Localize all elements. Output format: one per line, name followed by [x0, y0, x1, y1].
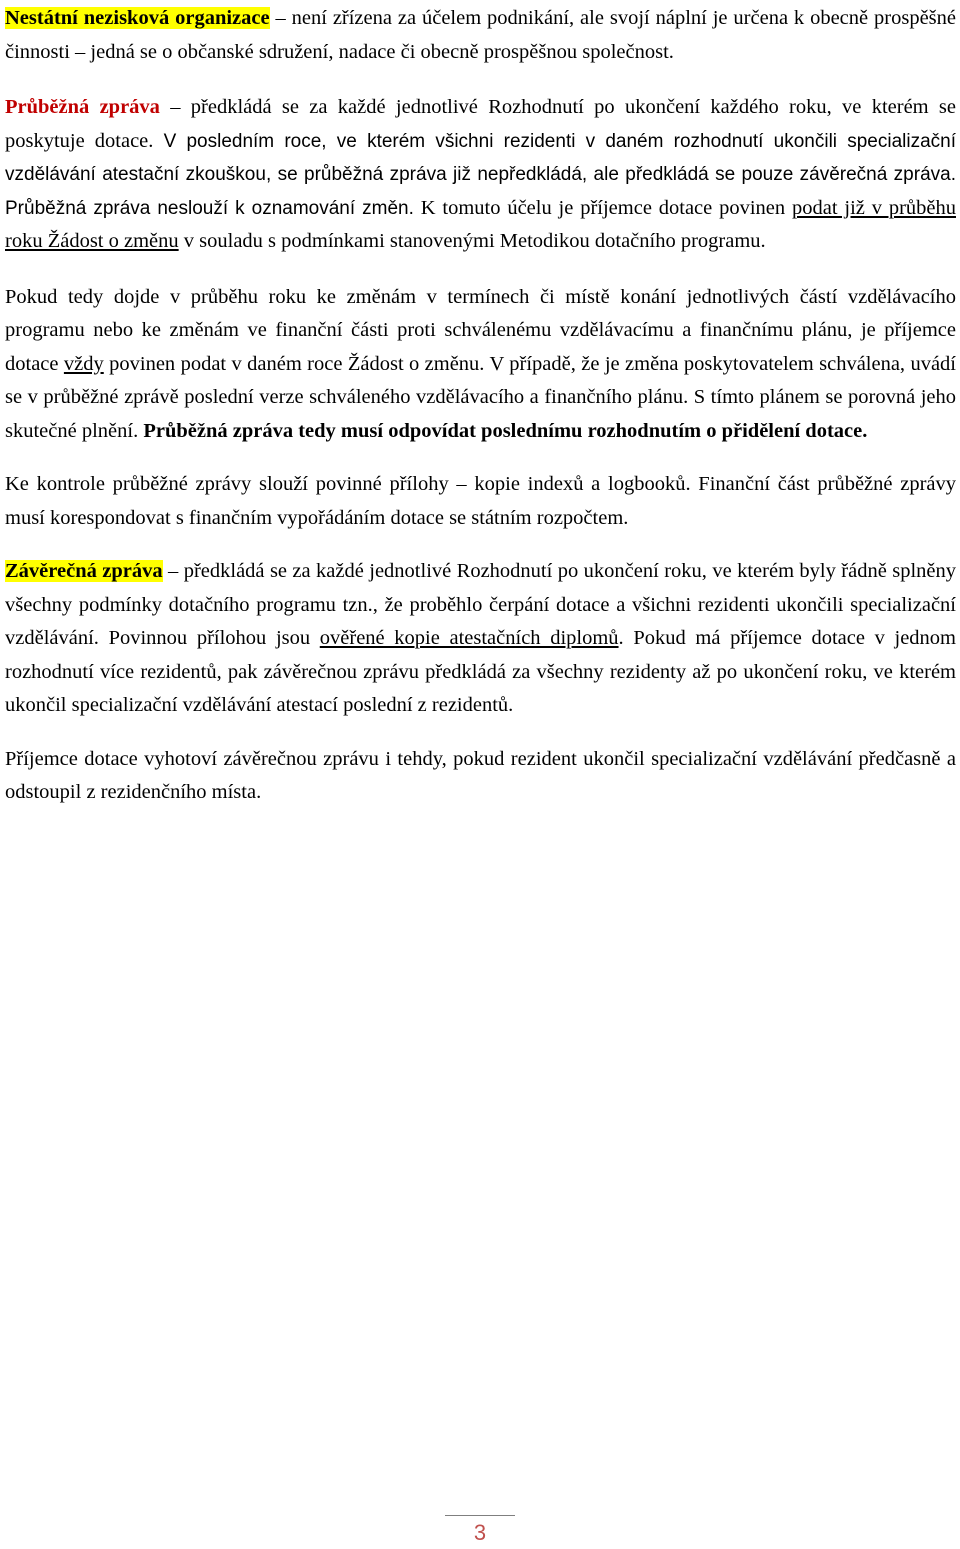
paragraph-prubezna-zprava: [5, 91, 956, 259]
paragraph-text: – předkládá se za každé jednotlivé Rozhodnutí po ukončení roku, ve kterém byly řádně splněny všechny podmínky dotačního programu tzn., že proběhlo čerpání dotace a všichni rezidenti ukončili specializační vzdělávání. Povinnou přílohou jsou: [5, 560, 956, 649]
paragraph-predcasne-ukonceni: [5, 743, 956, 810]
paragraph-text: – předkládá se za každé jednotlivé Rozhodnutí po ukončení každého roku, ve kterém se poskytuje dotace.: [5, 96, 956, 152]
bold-statement: Průběžná zpráva tedy musí odpovídat poslednímu rozhodnutím o přidělení dotace.: [143, 419, 868, 442]
paragraph-text: povinen podat v daném roce Žádost o změnu. V případě, že je změna poskytovatelem schválena, uvádí se v průběžné zprávě poslední verze schváleného vzdělávacího a finančního plánu. S tímto plánem se porovná jeho skutečné plnění.: [5, 352, 956, 442]
underlined-text: podat již v průběhu roku Žádost o změnu: [5, 196, 956, 252]
paragraph-text: Pokud tedy dojde v průběhu roku ke změnám v termínech či místě konání jednotlivých částí vzdělávacího programu nebo ke změnám ve finanční části proti schválenému vzdělávacímu a finančnímu plánu, je příjemce dotace: [5, 285, 956, 375]
paragraph-nno-definition: [5, 2, 956, 69]
footer-rule: [445, 1515, 515, 1516]
paragraph-zaverecna-zprava: [5, 555, 956, 723]
paragraph-text: v souladu s podmínkami stanovenými Metodikou dotačního programu.: [178, 230, 766, 252]
term-nestatni-nezisková-organizace: Nestátní nezisková organizace: [5, 7, 270, 29]
paragraph-kontrola: [5, 468, 956, 535]
term-prubezna-zprava: Průběžná zpráva: [5, 96, 160, 118]
underlined-text: ověřené kopie atestačních diplomů: [319, 627, 619, 649]
paragraph-text: Ke kontrole průběžné zprávy slouží povinné přílohy – kopie indexů a logbooků. Finanční část průběžné zprávy musí korespondovat s finančním vypořádáním dotace se státním rozpočtem.: [5, 473, 956, 529]
paragraph-text: K tomuto účelu je příjemce dotace povinen: [413, 196, 792, 219]
paragraph-text: Příjemce dotace vyhotoví závěrečnou zprávu i tehdy, pokud rezident ukončil specializační vzdělávání předčasně a odstoupil z rezidenčního místa.: [5, 747, 956, 803]
paragraph-text: . Pokud má příjemce dotace v jednom rozhodnutí více rezidentů, pak závěrečnou zprávu předkládá za všechny rezidenty až po ukončení roku, ve kterém ukončil specializační vzdělávání atestací poslední z rezidentů.: [5, 627, 956, 716]
term-zaverecna-zprava: Závěrečná zpráva: [5, 560, 163, 582]
paragraph-text-sans: V posledním roce, ve kterém všichni rezidenti v daném rozhodnutí ukončili specializační vzdělávání atestační zkouškou, se průběžná zpráva již nepředkládá, ale předkládá se pouze závěrečná zpráva. Průběžná zpráva neslouží k oznamování změn.: [5, 130, 956, 219]
underlined-text: vždy: [63, 352, 104, 375]
page-number: 3: [473, 1520, 487, 1545]
paragraph-text: – není zřízena za účelem podnikání, ale svojí náplní je určena k obecně prospěšné činnosti – jedná se o občanské sdružení, nadace či obecně prospěšnou společnost.: [5, 7, 956, 63]
document-page: [5, 2, 956, 810]
paragraph-zmeny: [5, 281, 956, 449]
